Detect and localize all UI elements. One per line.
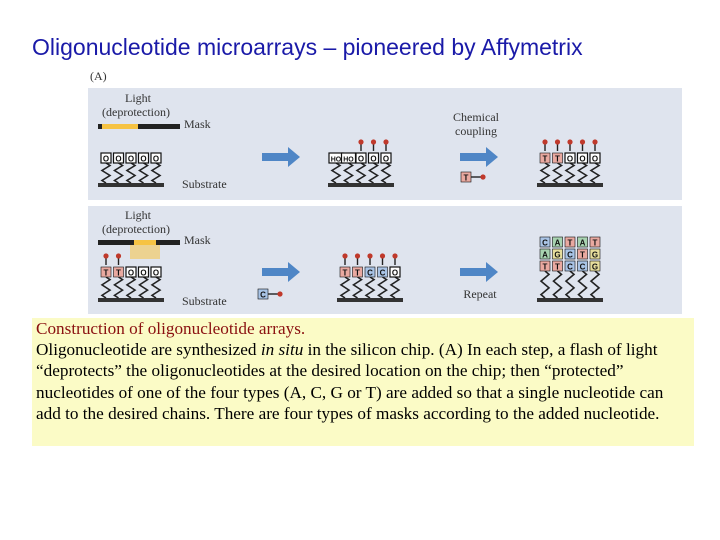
bottom-result-nucleotide [590, 249, 600, 260]
top-after-coupling-nucleotide [540, 153, 550, 164]
top-after-light-substrate [328, 183, 394, 187]
bottom-after-coupling-nucleotide-label: T [355, 268, 360, 278]
top-after-light-nucleotide-label: HO [343, 156, 354, 164]
bottom-result-nucleotide [553, 249, 563, 260]
bottom-after-coupling-nucleotide-label: T [342, 268, 348, 278]
bottom-result-nucleotide [565, 261, 575, 272]
bottom-result-nucleotide-label: A [542, 250, 548, 260]
slide-title: Oligonucleotide microarrays – pioneered by Affymetrix [32, 34, 583, 60]
bottom-after-coupling-nucleotide [378, 267, 388, 278]
top-after-light-nucleotide-label: O [382, 154, 390, 164]
bottom-initial-nucleotide [126, 267, 136, 278]
top-after-light-nucleotide [329, 153, 343, 164]
top-after-coupling-nucleotide-label: O [579, 154, 586, 164]
top-after-light-nucleotide [381, 153, 391, 164]
bottom-mask-label: Mask [184, 233, 211, 247]
bottom-initial-nucleotide-label: T [103, 268, 109, 278]
bottom-after-coupling-nucleotide-label: C [367, 268, 373, 278]
bottom-light-label-2: (deprotection) [102, 222, 170, 236]
bottom-panel [88, 206, 682, 314]
bottom-result-nucleotide [578, 261, 588, 272]
bottom-after-coupling-nucleotide-label: C [379, 268, 386, 278]
top-reagent-label: T [463, 173, 469, 183]
top-after-coupling-substrate [537, 183, 603, 187]
bottom-after-coupling-substrate [337, 298, 403, 302]
bottom-reagent [258, 289, 268, 300]
top-substrate-label: Substrate [182, 177, 227, 191]
bottom-mask-opening [134, 240, 156, 245]
bottom-initial-nucleotide-label: O [152, 268, 160, 278]
top-initial-nucleotide [101, 153, 111, 164]
bottom-result-nucleotide-label: C [542, 238, 548, 248]
bottom-light-label-1: Light [125, 208, 151, 222]
bottom-after-coupling-nucleotide [340, 267, 350, 278]
top-after-light-nucleotide-label: O [357, 154, 365, 164]
top-after-coupling-nucleotide-label: T [555, 154, 560, 164]
top-initial-nucleotide [151, 153, 161, 164]
top-after-coupling-nucleotide [590, 153, 600, 164]
top-initial-nucleotide-label: O [127, 154, 135, 164]
top-mask-opening [102, 124, 138, 129]
bottom-result-nucleotide-label: T [592, 238, 598, 248]
bottom-result-substrate [537, 298, 603, 302]
caption-italic: in situ [260, 340, 304, 360]
bottom-result-nucleotide-label: T [567, 238, 573, 248]
bottom-result-nucleotide [565, 237, 575, 248]
bottom-result-nucleotide-label: G [591, 250, 599, 260]
bottom-result-nucleotide-label: C [567, 250, 573, 260]
bottom-initial-nucleotide [114, 267, 124, 278]
top-initial-nucleotide-label: O [152, 154, 160, 164]
bottom-after-coupling-nucleotide [353, 267, 363, 278]
caption-heading: Construction of oligonucleotide arrays. [36, 319, 306, 338]
top-light-label-1: Light [125, 91, 151, 105]
bottom-light-glow [130, 245, 160, 259]
top-after-coupling-nucleotide [553, 153, 563, 164]
bottom-initial-nucleotide [139, 267, 149, 278]
top-mask-label: Mask [184, 117, 211, 131]
bottom-result-nucleotide [540, 249, 550, 260]
bottom-result-nucleotide-label: A [579, 238, 586, 248]
bottom-substrate-label: Substrate [182, 294, 227, 308]
bottom-initial-nucleotide [151, 267, 161, 278]
top-after-coupling-nucleotide [565, 153, 575, 164]
caption-box [32, 318, 694, 446]
bottom-result-nucleotide-label: G [554, 250, 561, 260]
top-after-light-nucleotide [342, 153, 356, 164]
bottom-result-nucleotide-label: T [542, 262, 548, 272]
caption-text-2: in the silicon chip. (A) In each step, a flash of light “deprotects” the oligonucleotides at the desired location on the chip; then “protected” nucleotides of one of the four types (A, C, G or T) are added so that a single nucleotide can add to the desired chains. There are four types of masks according to the added nucleotide. [36, 340, 664, 423]
top-after-coupling-nucleotide [578, 153, 588, 164]
top-step-label-2: coupling [455, 124, 497, 138]
top-after-light-nucleotide [356, 153, 366, 164]
top-after-light-nucleotide-label: O [370, 154, 377, 164]
bottom-reagent-label: C [260, 290, 266, 300]
bottom-result-nucleotide [590, 237, 600, 248]
bottom-step-label: Repeat [463, 287, 497, 301]
top-initial-nucleotide-label: O [115, 154, 122, 164]
top-after-coupling-nucleotide-label: O [566, 154, 574, 164]
top-after-light-nucleotide-label: HO [330, 156, 342, 164]
bottom-initial-nucleotide-label: T [116, 268, 121, 278]
bottom-result-nucleotide-label: T [580, 250, 585, 260]
bottom-result-nucleotide [590, 261, 600, 272]
bottom-result-nucleotide-label: G [591, 262, 599, 272]
top-initial-substrate [98, 183, 164, 187]
bottom-initial-nucleotide [101, 267, 111, 278]
top-initial-nucleotide [126, 153, 136, 164]
top-step-label-1: Chemical [453, 110, 499, 124]
bottom-result-nucleotide [578, 249, 588, 260]
panel-label: (A) [90, 69, 107, 83]
top-initial-nucleotide-label: O [140, 154, 147, 164]
bottom-result-nucleotide [553, 237, 563, 248]
bottom-after-coupling-nucleotide-label: O [391, 268, 399, 278]
bottom-initial-substrate [98, 298, 164, 302]
bottom-after-coupling-nucleotide [390, 267, 400, 278]
bottom-initial-nucleotide-label: O [140, 268, 147, 278]
bottom-result-nucleotide [553, 261, 563, 272]
top-initial-nucleotide-label: O [102, 154, 110, 164]
top-light-label-2: (deprotection) [102, 105, 170, 119]
bottom-result-nucleotide-label: T [555, 262, 560, 272]
top-initial-nucleotide [139, 153, 149, 164]
top-after-coupling-nucleotide-label: O [591, 154, 599, 164]
top-after-light-nucleotide [369, 153, 379, 164]
top-reagent [461, 172, 471, 183]
bottom-result-nucleotide [565, 249, 575, 260]
top-after-coupling-nucleotide-label: T [542, 154, 548, 164]
top-initial-nucleotide [114, 153, 124, 164]
bottom-initial-nucleotide-label: O [127, 268, 135, 278]
caption-text-1: Oligonucleotide are synthesized [36, 340, 261, 360]
bottom-result-nucleotide [540, 261, 550, 272]
bottom-result-nucleotide-label: C [579, 262, 586, 272]
bottom-result-nucleotide [578, 237, 588, 248]
bottom-result-nucleotide [540, 237, 550, 248]
bottom-result-nucleotide-label: C [567, 262, 573, 272]
bottom-result-nucleotide-label: A [554, 238, 561, 248]
bottom-after-coupling-nucleotide [365, 267, 375, 278]
